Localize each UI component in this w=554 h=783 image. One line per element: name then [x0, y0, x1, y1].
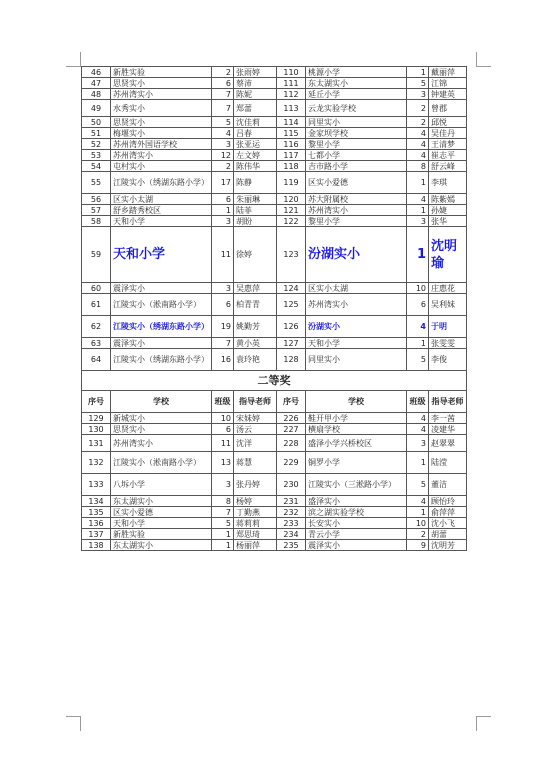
grade-cell-right: 1: [407, 205, 429, 216]
grade-cell-right: 5: [407, 349, 429, 371]
grade-cell-right: 4: [407, 128, 429, 139]
grade-cell-right: 4: [407, 413, 429, 424]
teacher-cell-right: 陈紫嫣: [429, 194, 467, 205]
school-cell-left: 区实小太湖: [111, 194, 212, 205]
grade-cell-left: 2: [212, 161, 234, 172]
school-cell-right: 延丘小学: [306, 89, 407, 100]
teacher-cell-right: 董洁: [429, 474, 467, 496]
table-row: [82, 529, 467, 540]
grade-cell-left: 17: [212, 172, 234, 194]
table-row: [82, 128, 467, 139]
seq-cell-left: 55: [82, 172, 111, 194]
grade-cell-right: 1: [407, 67, 429, 78]
seq-cell-left: 57: [82, 205, 111, 216]
seq-cell-left: 129: [82, 413, 111, 424]
seq-cell-left: 138: [82, 540, 111, 551]
grade-cell-right: 5: [407, 474, 429, 496]
grade-cell-left: 3: [212, 283, 234, 294]
crop-mark-bottom-left: [66, 716, 81, 731]
school-cell-left: 江陵实小（淞南路小学）: [111, 294, 212, 316]
grade-cell-left: 11: [212, 227, 234, 283]
grade-cell-right: 1: [407, 172, 429, 194]
crop-mark-bottom-right: [476, 716, 491, 731]
school-cell-left: 天和小学: [111, 216, 212, 227]
seq-cell-right: 233: [277, 518, 306, 529]
seq-cell-left: 52: [82, 139, 111, 150]
school-cell-right: 七都小学: [306, 150, 407, 161]
table-row: [82, 139, 467, 150]
school-cell-right: 天和小学: [306, 338, 407, 349]
school-cell-right: 盛泽实小: [306, 496, 407, 507]
grade-cell-left: 6: [212, 194, 234, 205]
teacher-cell-left: 蔡沛: [234, 78, 277, 89]
teacher-cell-left: 左文婷: [234, 150, 277, 161]
seq-cell-right: 127: [277, 338, 306, 349]
seq-cell-right: 234: [277, 529, 306, 540]
seq-cell-left: 137: [82, 529, 111, 540]
teacher-cell-right: 胡蕾: [429, 529, 467, 540]
table-row: [82, 518, 467, 529]
grade-cell-left: 1: [212, 205, 234, 216]
grade-cell-left: 5: [212, 518, 234, 529]
seq-cell-left: 63: [82, 338, 111, 349]
seq-cell-right: 118: [277, 161, 306, 172]
school-cell-left: 思贤实小: [111, 424, 212, 435]
school-cell-right: 同里实小: [306, 349, 407, 371]
school-cell-left: 区实小爱德: [111, 507, 212, 518]
seq-cell-left: 50: [82, 117, 111, 128]
school-cell-right: 区实小太湖: [306, 283, 407, 294]
section-row: [82, 371, 467, 391]
grade-cell-left: 3: [212, 474, 234, 496]
table-row: [82, 283, 467, 294]
teacher-cell-right: 沈明瑜: [429, 227, 467, 283]
seq-cell-left: 51: [82, 128, 111, 139]
seq-cell-left: 47: [82, 78, 111, 89]
grade-cell-right: 4: [407, 150, 429, 161]
grade-cell-left: 10: [212, 413, 234, 424]
teacher-cell-left: 杨婷: [234, 496, 277, 507]
teacher-cell-left: 蒋莉莉: [234, 518, 277, 529]
seq-cell-left: 54: [82, 161, 111, 172]
grade-cell-left: 12: [212, 150, 234, 161]
school-cell-left: 苏州湾外国语学校: [111, 139, 212, 150]
grade-cell-right: 1: [407, 227, 429, 283]
seq-cell-left: 58: [82, 216, 111, 227]
school-cell-left: 东太湖实小: [111, 496, 212, 507]
seq-cell-left: 64: [82, 349, 111, 371]
school-cell-right: 苏州湾实小: [306, 205, 407, 216]
grade-cell-right: 5: [407, 78, 429, 89]
seq-cell-right: 228: [277, 435, 306, 452]
teacher-cell-left: 汤云: [234, 424, 277, 435]
grade-cell-left: 7: [212, 338, 234, 349]
school-cell-left: 苏州湾实小: [111, 89, 212, 100]
header-row: [82, 391, 467, 413]
teacher-cell-right: 张华: [429, 216, 467, 227]
teacher-cell-left: 黄小英: [234, 338, 277, 349]
seq-cell-left: 59: [82, 227, 111, 283]
school-cell-right: 吉市路小学: [306, 161, 407, 172]
seq-cell-right: 227: [277, 424, 306, 435]
school-cell-right: 云龙实验学校: [306, 100, 407, 117]
seq-cell-right: 114: [277, 117, 306, 128]
school-cell-right: 铜罗小学: [306, 452, 407, 474]
school-cell-left: 东太湖实小: [111, 540, 212, 551]
teacher-cell-left: 蒋慧: [234, 452, 277, 474]
seq-cell-right: 229: [277, 452, 306, 474]
school-cell-left: 江陵实小（淞南路小学）: [111, 452, 212, 474]
seq-cell-left: 62: [82, 316, 111, 338]
grade-header-right: 班级: [407, 391, 429, 413]
school-cell-left: 苏州湾实小: [111, 150, 212, 161]
teacher-cell-left: 陈伟华: [234, 161, 277, 172]
seq-cell-right: 235: [277, 540, 306, 551]
table-row: [82, 349, 467, 371]
seq-cell-left: 61: [82, 294, 111, 316]
teacher-cell-right: 江锦: [429, 78, 467, 89]
teacher-cell-right: 俞萍萍: [429, 507, 467, 518]
table-row: [82, 316, 467, 338]
seq-cell-right: 110: [277, 67, 306, 78]
school-cell-right: 长安实小: [306, 518, 407, 529]
table-row: [82, 89, 467, 100]
grade-cell-left: 19: [212, 316, 234, 338]
school-cell-right: 苏大附属校: [306, 194, 407, 205]
seq-cell-left: 131: [82, 435, 111, 452]
grade-cell-right: 3: [407, 435, 429, 452]
teacher-cell-right: 孙婕: [429, 205, 467, 216]
grade-cell-left: 4: [212, 128, 234, 139]
table-row: [82, 161, 467, 172]
seq-cell-left: 49: [82, 100, 111, 117]
grade-cell-right: 4: [407, 496, 429, 507]
teacher-cell-right: 张雯雯: [429, 338, 467, 349]
school-cell-right: 江陵实小（三淞路小学）: [306, 474, 407, 496]
seq-cell-right: 113: [277, 100, 306, 117]
school-cell-left: 震泽实小: [111, 338, 212, 349]
school-cell-right: 区实小爱德: [306, 172, 407, 194]
teacher-cell-left: 张雨婷: [234, 67, 277, 78]
seq-cell-right: 121: [277, 205, 306, 216]
section-title: 二等奖: [82, 371, 467, 391]
teacher-cell-right: 王清梦: [429, 139, 467, 150]
school-cell-right: 滨之湖实验学校: [306, 507, 407, 518]
seq-cell-left: 133: [82, 474, 111, 496]
grade-cell-left: 8: [212, 496, 234, 507]
seq-cell-right: 119: [277, 172, 306, 194]
teacher-cell-right: 庄惠花: [429, 283, 467, 294]
grade-cell-right: 2: [407, 117, 429, 128]
teacher-cell-left: 张丹婷: [234, 474, 277, 496]
seq-cell-left: 53: [82, 150, 111, 161]
grade-cell-right: 9: [407, 540, 429, 551]
grade-cell-left: 1: [212, 540, 234, 551]
seq-cell-right: 230: [277, 474, 306, 496]
teacher-cell-left: 杨丽萍: [234, 540, 277, 551]
teacher-cell-left: 姚勤芳: [234, 316, 277, 338]
teacher-cell-left: 张亚运: [234, 139, 277, 150]
school-cell-left: 八坼小学: [111, 474, 212, 496]
school-cell-left: 思贤实小: [111, 117, 212, 128]
table-row: [82, 227, 467, 283]
teacher-cell-left: 徐婷: [234, 227, 277, 283]
teacher-cell-right: 沈小飞: [429, 518, 467, 529]
grade-cell-left: 7: [212, 100, 234, 117]
school-cell-left: 震泽实小: [111, 283, 212, 294]
grade-cell-right: 4: [407, 316, 429, 338]
seq-cell-right: 232: [277, 507, 306, 518]
school-cell-left: 新城实小: [111, 413, 212, 424]
table-row: [82, 435, 467, 452]
school-cell-left: 江陵实小（绣湖东路小学）: [111, 349, 212, 371]
school-cell-right: 苏州湾实小: [306, 294, 407, 316]
table-row: [82, 294, 467, 316]
teacher-cell-right: 凌建华: [429, 424, 467, 435]
table-row: [82, 172, 467, 194]
seq-cell-right: 115: [277, 128, 306, 139]
school-cell-right: 金家坝学校: [306, 128, 407, 139]
teacher-cell-right: 李一茜: [429, 413, 467, 424]
school-cell-left: 屯村实小: [111, 161, 212, 172]
grade-cell-right: 2: [407, 529, 429, 540]
school-cell-right: 盛泽小学兴桥校区: [306, 435, 407, 452]
grade-cell-left: 6: [212, 294, 234, 316]
teacher-cell-right: 李琪: [429, 172, 467, 194]
grade-cell-left: 13: [212, 452, 234, 474]
grade-cell-right: 1: [407, 452, 429, 474]
table-row: [82, 150, 467, 161]
school-cell-left: 舒乡踏秀校区: [111, 205, 212, 216]
teacher-cell-left: 宋妹婷: [234, 413, 277, 424]
teacher-cell-left: 袁玲艳: [234, 349, 277, 371]
school-cell-left: 天和小学: [111, 518, 212, 529]
school-header-left: 学校: [111, 391, 212, 413]
teacher-cell-right: 邱悦: [429, 117, 467, 128]
school-cell-left: 天和小学: [111, 227, 212, 283]
seq-cell-right: 111: [277, 78, 306, 89]
table-row: [82, 78, 467, 89]
table-row: [82, 205, 467, 216]
teacher-cell-right: 吴利妹: [429, 294, 467, 316]
school-cell-right: 鞋开甲小学: [306, 413, 407, 424]
teacher-cell-left: 陆菲: [234, 205, 277, 216]
grade-cell-right: 8: [407, 161, 429, 172]
grade-cell-right: 3: [407, 216, 429, 227]
teacher-cell-right: 陆滢: [429, 452, 467, 474]
teacher-cell-right: 曾郡: [429, 100, 467, 117]
table-row: [82, 474, 467, 496]
school-cell-right: 震泽实小: [306, 540, 407, 551]
teacher-cell-right: 沈明芳: [429, 540, 467, 551]
table-row: [82, 194, 467, 205]
grade-cell-left: 11: [212, 435, 234, 452]
seq-header-left: 序号: [82, 391, 111, 413]
teacher-cell-left: 朱丽琳: [234, 194, 277, 205]
seq-cell-left: 136: [82, 518, 111, 529]
table-row: [82, 496, 467, 507]
grade-cell-left: 3: [212, 139, 234, 150]
table-row: [82, 216, 467, 227]
seq-cell-right: 116: [277, 139, 306, 150]
crop-mark-top-right: [476, 52, 491, 67]
grade-cell-left: 2: [212, 67, 234, 78]
seq-cell-right: 231: [277, 496, 306, 507]
school-cell-left: 江陵实小（绣湖东路小学）: [111, 172, 212, 194]
school-cell-right: 东太湖实小: [306, 78, 407, 89]
grade-cell-right: 1: [407, 338, 429, 349]
teacher-cell-right: 吴佳丹: [429, 128, 467, 139]
school-cell-left: 苏州湾实小: [111, 435, 212, 452]
teacher-cell-right: 顾怡玲: [429, 496, 467, 507]
seq-cell-left: 56: [82, 194, 111, 205]
teacher-cell-left: 柏青青: [234, 294, 277, 316]
teacher-header-right: 指导老师: [429, 391, 467, 413]
table-row: [82, 100, 467, 117]
seq-cell-right: 120: [277, 194, 306, 205]
seq-cell-left: 48: [82, 89, 111, 100]
table-row: [82, 67, 467, 78]
grade-cell-right: 10: [407, 518, 429, 529]
seq-cell-right: 125: [277, 294, 306, 316]
teacher-header-left: 指导老师: [234, 391, 277, 413]
table-row: [82, 540, 467, 551]
grade-cell-right: 6: [407, 294, 429, 316]
grade-cell-left: 16: [212, 349, 234, 371]
teacher-cell-left: 陈静: [234, 172, 277, 194]
teacher-cell-left: 吴惠萍: [234, 283, 277, 294]
teacher-cell-left: 沈佳莉: [234, 117, 277, 128]
seq-header-right: 序号: [277, 391, 306, 413]
grade-cell-right: 4: [407, 139, 429, 150]
seq-cell-right: 117: [277, 150, 306, 161]
teacher-cell-left: 胡盼: [234, 216, 277, 227]
grade-cell-left: 6: [212, 424, 234, 435]
school-cell-left: 梅堰实小: [111, 128, 212, 139]
seq-cell-left: 132: [82, 452, 111, 474]
table-row: [82, 413, 467, 424]
table-row: [82, 452, 467, 474]
grade-cell-left: 7: [212, 89, 234, 100]
grade-cell-right: 3: [407, 89, 429, 100]
teacher-cell-right: 钟建英: [429, 89, 467, 100]
school-cell-left: 新胜实验: [111, 529, 212, 540]
grade-cell-right: 10: [407, 283, 429, 294]
table-row: [82, 424, 467, 435]
teacher-cell-right: 赵翠翠: [429, 435, 467, 452]
teacher-cell-left: 郑思琦: [234, 529, 277, 540]
seq-cell-right: 124: [277, 283, 306, 294]
grade-cell-right: 4: [407, 424, 429, 435]
seq-cell-right: 123: [277, 227, 306, 283]
school-cell-right: 汾湖实小: [306, 227, 407, 283]
school-cell-right: 桃源小学: [306, 67, 407, 78]
grade-cell-right: 1: [407, 507, 429, 518]
table-row: [82, 338, 467, 349]
award-table: [81, 66, 467, 551]
grade-cell-left: 1: [212, 529, 234, 540]
school-cell-left: 新胜实验: [111, 67, 212, 78]
grade-cell-right: 4: [407, 194, 429, 205]
teacher-cell-left: 郑蕾: [234, 100, 277, 117]
school-header-right: 学校: [306, 391, 407, 413]
grade-cell-left: 7: [212, 507, 234, 518]
grade-cell-left: 5: [212, 117, 234, 128]
seq-cell-left: 60: [82, 283, 111, 294]
table-row: [82, 507, 467, 518]
teacher-cell-right: 戴丽萍: [429, 67, 467, 78]
grade-cell-left: 6: [212, 78, 234, 89]
grade-cell-left: 3: [212, 216, 234, 227]
seq-cell-left: 135: [82, 507, 111, 518]
teacher-cell-left: 陈妮: [234, 89, 277, 100]
teacher-cell-left: 沈洋: [234, 435, 277, 452]
seq-cell-left: 46: [82, 67, 111, 78]
school-cell-left: 水秀实小: [111, 100, 212, 117]
seq-cell-right: 128: [277, 349, 306, 371]
table-row: [82, 117, 467, 128]
seq-cell-left: 134: [82, 496, 111, 507]
seq-cell-left: 130: [82, 424, 111, 435]
crop-mark-top-left: [66, 52, 81, 67]
school-cell-left: 江陵实小（绣湖东路小学）: [111, 316, 212, 338]
school-cell-right: 青云小学: [306, 529, 407, 540]
seq-cell-right: 112: [277, 89, 306, 100]
teacher-cell-right: 崔志平: [429, 150, 467, 161]
school-cell-right: 黎里小学: [306, 139, 407, 150]
seq-cell-right: 122: [277, 216, 306, 227]
grade-cell-right: 2: [407, 100, 429, 117]
seq-cell-right: 226: [277, 413, 306, 424]
seq-cell-right: 126: [277, 316, 306, 338]
school-cell-right: 同里实小: [306, 117, 407, 128]
teacher-cell-right: 李俊: [429, 349, 467, 371]
grade-header-left: 班级: [212, 391, 234, 413]
school-cell-right: 横扇学校: [306, 424, 407, 435]
teacher-cell-left: 丁勤燕: [234, 507, 277, 518]
school-cell-left: 思贤实小: [111, 78, 212, 89]
school-cell-right: 汾湖实小: [306, 316, 407, 338]
school-cell-right: 黎里小学: [306, 216, 407, 227]
teacher-cell-right: 舒云峰: [429, 161, 467, 172]
teacher-cell-left: 吕春: [234, 128, 277, 139]
teacher-cell-right: 于明: [429, 316, 467, 338]
